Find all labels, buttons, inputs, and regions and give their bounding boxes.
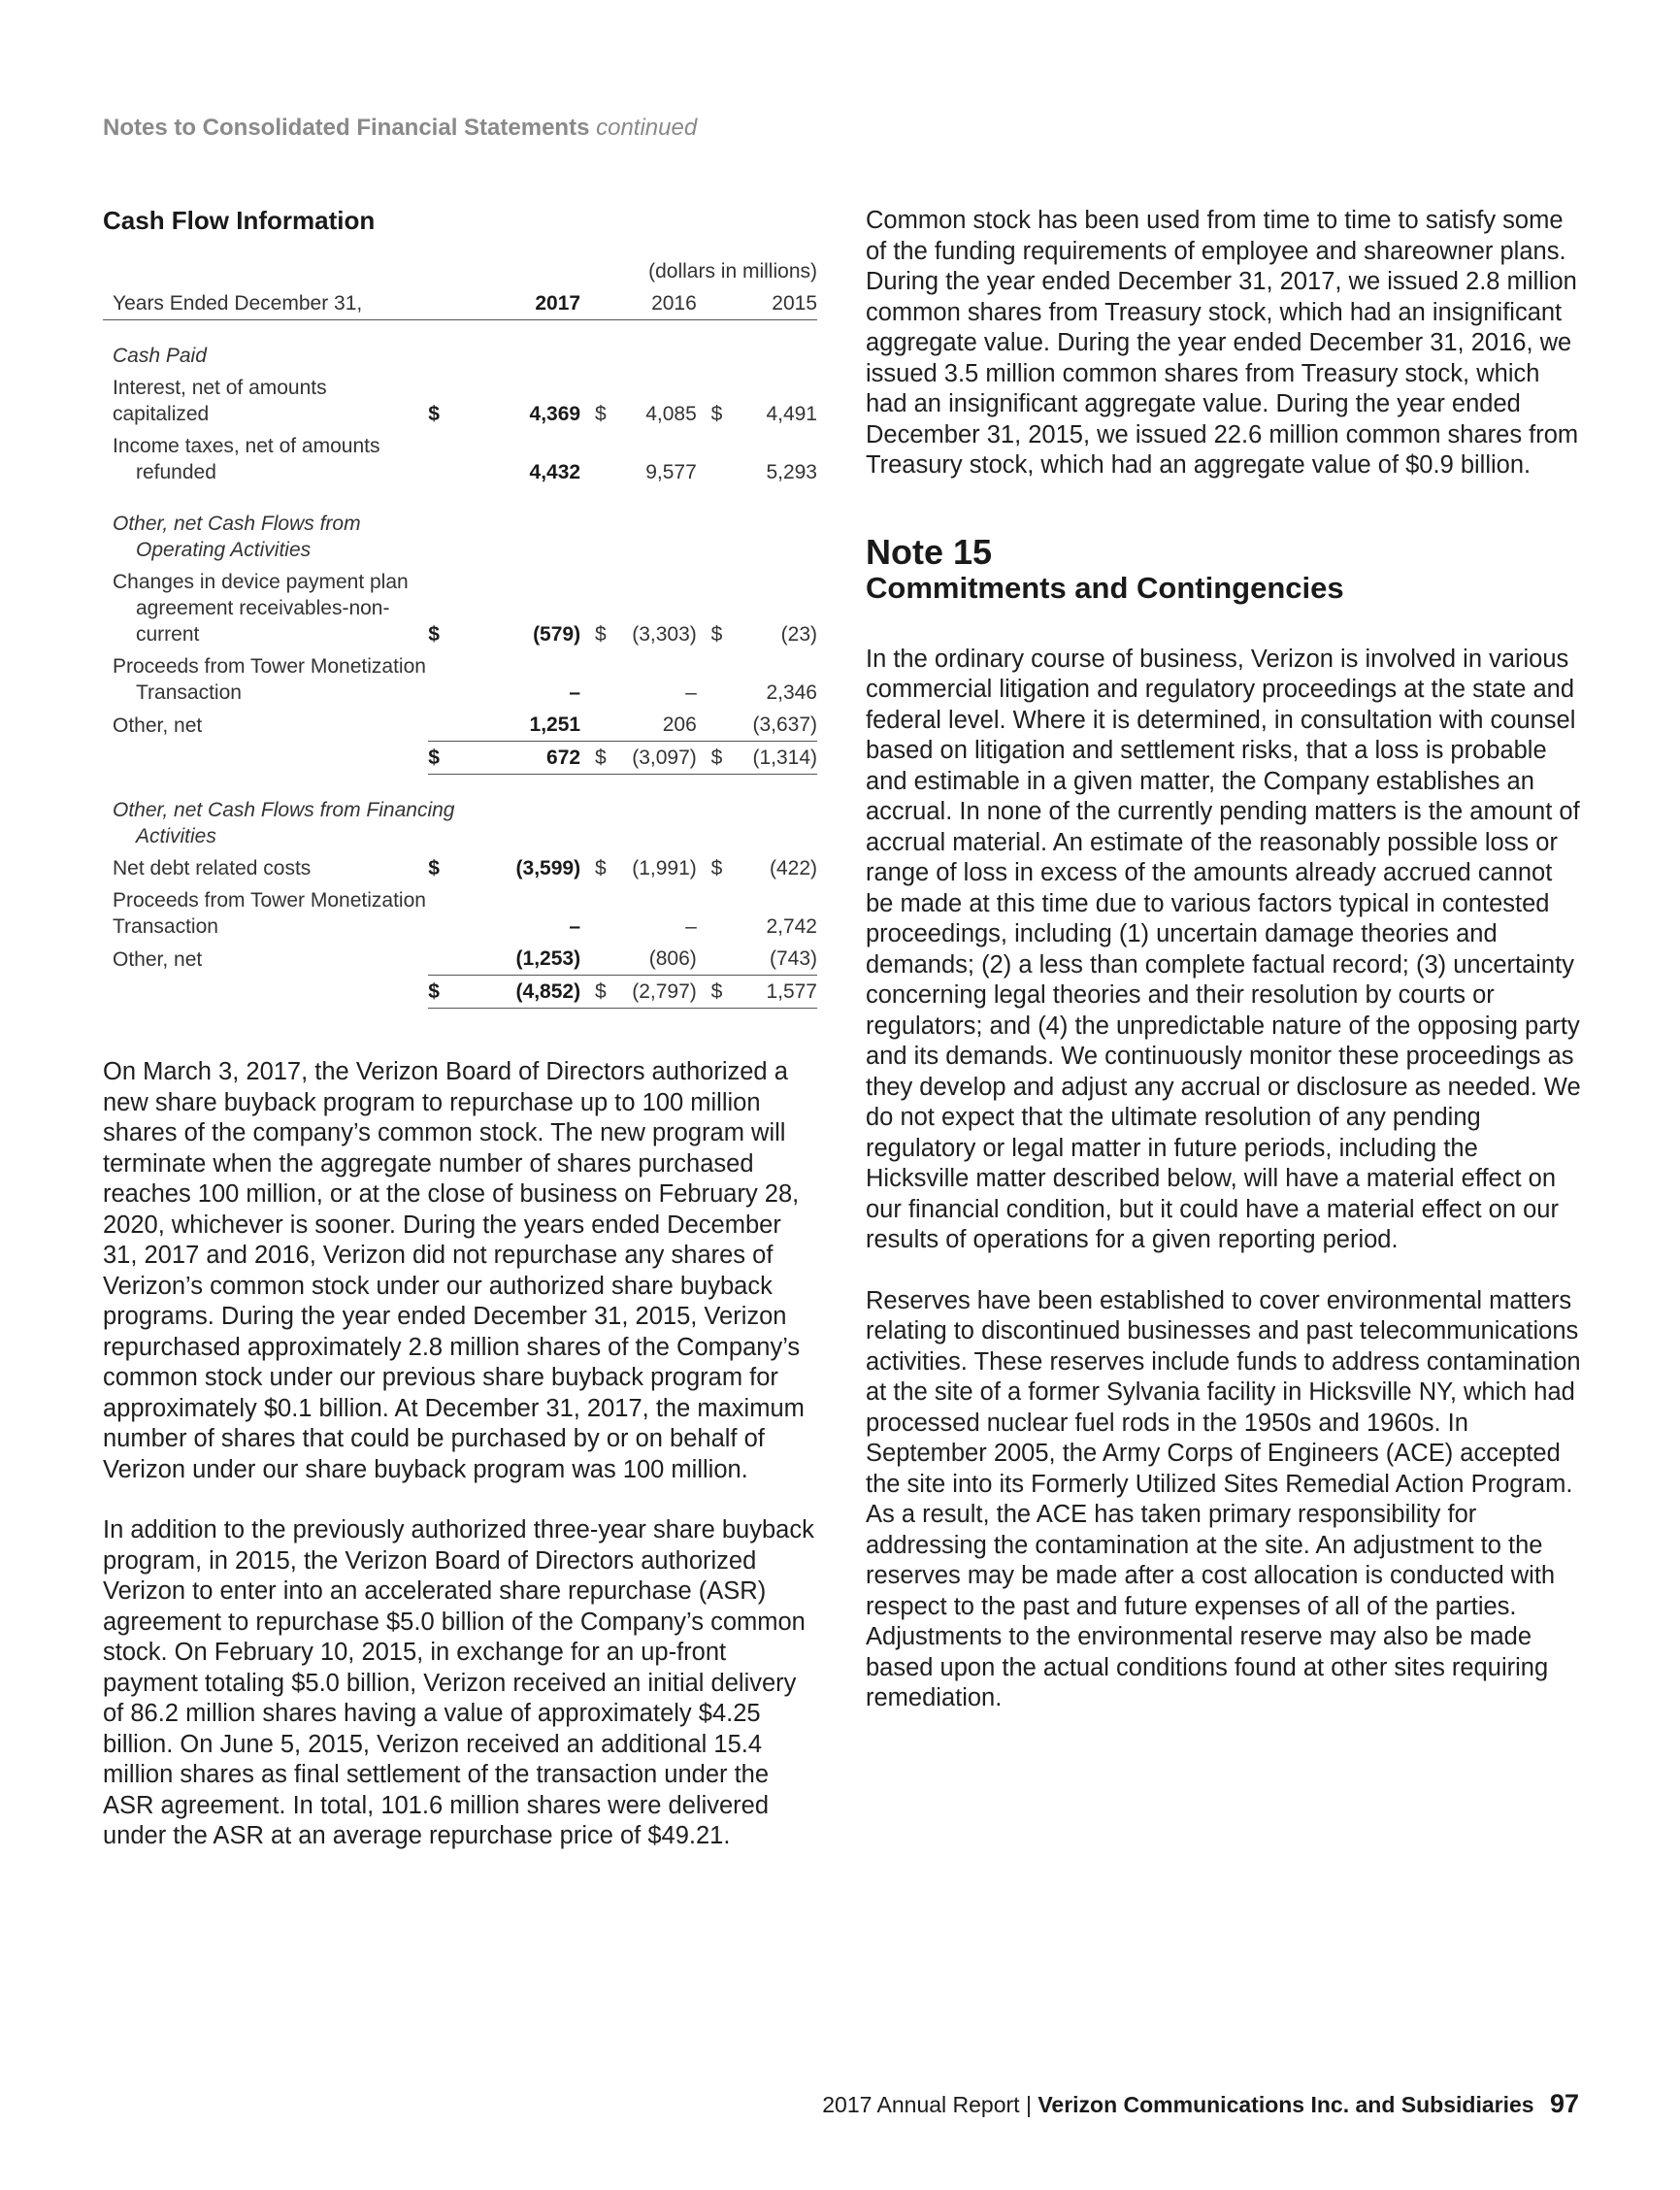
table-row — [103, 943, 817, 976]
paragraph: Common stock has been used from time to time to satisfy some of the funding requirements of employee and shareowner plans. During the year ended December 31, 2017, we issued 2.8 million common shares from Treasury stock, which had an insignificant aggregate value. During the year ended December 31, 2016, we issued 3.5 million common shares from Treasury stock, which had an insignificant aggregate value. During the year ended December 31, 2015, we issued 22.6 million common shares from Treasury stock, which had an aggregate value of $0.9 billion. — [866, 207, 1579, 479]
value-2017: – — [569, 681, 581, 704]
value-2016: (806) — [615, 943, 697, 976]
units-row — [103, 255, 817, 287]
row-label: Other, net — [113, 713, 203, 737]
currency-sign: $ — [710, 403, 723, 425]
table-row — [103, 650, 817, 709]
row-label-line1: Proceeds from Tower Monetization — [113, 655, 426, 678]
currency-sign: $ — [710, 623, 723, 646]
note-number: Note 15 — [866, 531, 993, 572]
section-label-row — [103, 794, 817, 852]
operating-label — [103, 508, 817, 566]
row-label: Other, net — [113, 947, 203, 971]
total-2015: 1,577 — [731, 976, 817, 1009]
financing-label — [103, 794, 817, 852]
value-2016: 9,577 — [645, 461, 697, 483]
currency-sign: $ — [594, 403, 607, 425]
years-label: Years Ended December 31, — [103, 287, 428, 320]
section-label-row — [103, 508, 817, 566]
currency-sign: $ — [428, 857, 440, 879]
value-2015: 4,491 — [766, 403, 817, 425]
value-2017: 4,369 — [529, 403, 581, 425]
row-label-line1: Changes in device payment plan — [113, 571, 409, 593]
row-label — [103, 650, 428, 709]
value-2016: (3,303) — [632, 623, 697, 646]
left-column — [103, 206, 821, 1852]
financing-label-line1: Other, net Cash Flows from Financing — [113, 799, 455, 821]
table-row — [103, 372, 817, 430]
currency-sign: $ — [428, 976, 497, 1009]
year-2015: 2015 — [731, 287, 817, 320]
row-label — [103, 566, 428, 650]
year-2017: 2017 — [498, 287, 580, 320]
value-2015: (3,637) — [731, 709, 817, 742]
row-label-line2: Transaction — [113, 915, 218, 938]
operating-label-line2: Operating Activities — [136, 539, 312, 561]
row-label-line2: Transaction — [136, 681, 242, 704]
currency-sign: $ — [711, 742, 732, 775]
page-number: 97 — [1549, 2089, 1579, 2118]
running-header — [103, 115, 697, 142]
table-row — [103, 566, 817, 650]
section-label-row — [103, 340, 817, 372]
footer-company: Verizon Communications Inc. and Subsidiaries — [1038, 2092, 1534, 2117]
table-row — [103, 709, 817, 742]
value-2017: (3,599) — [515, 857, 581, 879]
cash-flow-title: Cash Flow Information — [103, 206, 376, 235]
table-row — [103, 852, 817, 884]
total-2015: (1,314) — [731, 742, 817, 775]
cash-paid-label: Cash Paid — [113, 345, 207, 367]
right-column — [866, 206, 1582, 1714]
header-continued: continued — [596, 115, 698, 141]
row-label-line2: agreement receivables-non-current — [136, 597, 390, 646]
year-2016: 2016 — [615, 287, 697, 320]
total-2016: (2,797) — [615, 976, 697, 1009]
value-2015: (23) — [780, 623, 817, 646]
currency-sign: $ — [428, 742, 497, 775]
total-2016: (3,097) — [615, 742, 697, 775]
total-row — [103, 976, 817, 1009]
currency-sign: $ — [428, 403, 440, 425]
value-2015: 2,346 — [766, 681, 817, 704]
operating-label-line1: Other, net Cash Flows from — [113, 513, 361, 535]
value-2016: (1,991) — [632, 857, 697, 879]
page-footer — [822, 2089, 1579, 2119]
paragraph: Reserves have been established to cover environmental matters relating to discontinued businesses and past telecommunications activities. These reserves include funds to address contamination at the site of a former Sylvania facility in Hicksville NY, which had processed nuclear fuel rods in the 1950s and 1960s. In September 2005, the Army Corps of Engineers (ACE) accepted the site into its Formerly Utilized Sites Remedial Action Program. As a result, the ACE has taken primary responsibility for addressing the contamination at the site. An adjustment to the reserves may be made after a cost allocation is conducted with respect to the past and future expenses of all of the parties. Adjustments to the environmental reserve may also be made based upon the actual conditions found at other sites requiring remediation. — [866, 1286, 1581, 1711]
value-2015: 2,742 — [766, 915, 817, 938]
row-label — [103, 430, 428, 488]
currency-sign: $ — [710, 857, 723, 879]
note-title: Commitments and Contingencies — [866, 570, 1344, 605]
currency-sign: $ — [595, 976, 615, 1009]
paragraph: In addition to the previously authorized three-year share buyback program, in 2015, the Verizon Board of Directors authorized Verizon to enter into an accelerated share repurchase (ASR) agreement to repurchase $5.0 billion of the Company’s common stock. On February 10, 2015, in exchange for an up-front payment totaling $5.0 billion, Verizon received an initial delivery of 86.2 million shares having a value of approximately $4.25 billion. On June 5, 2015, Verizon received an additional 15.4 million shares as final settlement of the transaction under the ASR agreement. In total, 101.6 million shares were delivered under the ASR at an average repurchase price of $49.21. — [103, 1516, 814, 1849]
value-2017: (579) — [533, 623, 581, 646]
value-2016: 4,085 — [645, 403, 697, 425]
row-label-line1: Income taxes, net of amounts — [113, 435, 380, 457]
total-2017: (4,852) — [498, 976, 580, 1009]
footer-report: 2017 Annual Report — [822, 2092, 1020, 2117]
currency-sign: $ — [428, 623, 440, 646]
currency-sign: $ — [594, 857, 607, 879]
total-2017: 672 — [498, 742, 580, 775]
total-row — [103, 742, 817, 775]
row-label-line2: refunded — [136, 461, 216, 483]
footer-separator: | — [1025, 2092, 1032, 2117]
currency-sign: $ — [594, 623, 607, 646]
value-2015: (422) — [769, 857, 817, 879]
row-label — [103, 884, 428, 943]
paragraph: In the ordinary course of business, Verizon is involved in various commercial litigation and regulatory proceedings at the state and federal level. Where it is determined, in consultation with counsel based on litigation and settlement risks, that a loss is probable and estimable in a given matter, the Company establishes an accrual. In none of the currently pending matters is the amount of accrual material. An estimate of the reasonably possible loss or range of loss in excess of the amounts already accrued cannot be made at this time due to various factors typical in contested proceedings, including (1) uncertain damage theories and demands; (2) a less than complete factual record; (3) uncertainty concerning legal theories and their resolution by courts or regulators; and (4) the unpredictable nature of the opposing party and its demands. We continuously monitor these proceedings as they develop and adjust any accrual or disclosure as needed. We do not expect that the ultimate resolution of any pending regulatory or legal matter in future periods, including the Hicksville matter described below, will have a material effect on our financial condition, but it could have a material effect on our results of operations for a given reporting period. — [866, 645, 1581, 1253]
header-title: Notes to Consolidated Financial Statements — [103, 115, 590, 141]
paragraph: On March 3, 2017, the Verizon Board of Directors authorized a new share buyback program to repurchase up to 100 million shares of the company’s common stock. The new program will terminate when the aggregate number of shares purchased reaches 100 million, or at the close of business on February 28, 2020, whichever is sooner. During the years ended December 31, 2017 and 2016, Verizon did not repurchase any shares of Verizon’s common stock under our authorized share buyback programs. During the year ended December 31, 2015, Verizon repurchased approximately 2.8 million shares of the Company’s common stock under our previous share buyback program for approximately $0.1 billion. At December 31, 2017, the maximum number of shares that could be purchased by or on behalf of Verizon under our share buyback program was 100 million. — [103, 1058, 805, 1483]
row-label: Interest, net of amounts capitalized — [113, 377, 327, 425]
value-2017: 1,251 — [498, 709, 580, 742]
currency-sign: $ — [595, 742, 615, 775]
table-row — [103, 430, 817, 488]
value-2017: (1,253) — [498, 943, 580, 976]
value-2016: – — [685, 681, 697, 704]
financing-label-line2: Activities — [136, 825, 216, 847]
value-2017: 4,432 — [529, 461, 581, 483]
row-label-line1: Proceeds from Tower Monetization — [113, 889, 426, 912]
currency-sign: $ — [711, 976, 732, 1009]
value-2016: 206 — [615, 709, 697, 742]
table-row — [103, 884, 817, 943]
value-2015: (743) — [731, 943, 817, 976]
value-2015: 5,293 — [766, 461, 817, 483]
units-label: (dollars in millions) — [648, 260, 817, 282]
value-2017: – — [569, 915, 581, 938]
value-2016: – — [685, 915, 697, 938]
row-label: Net debt related costs — [113, 857, 312, 879]
table-header-row — [103, 287, 817, 320]
cash-flow-table — [103, 255, 817, 1009]
